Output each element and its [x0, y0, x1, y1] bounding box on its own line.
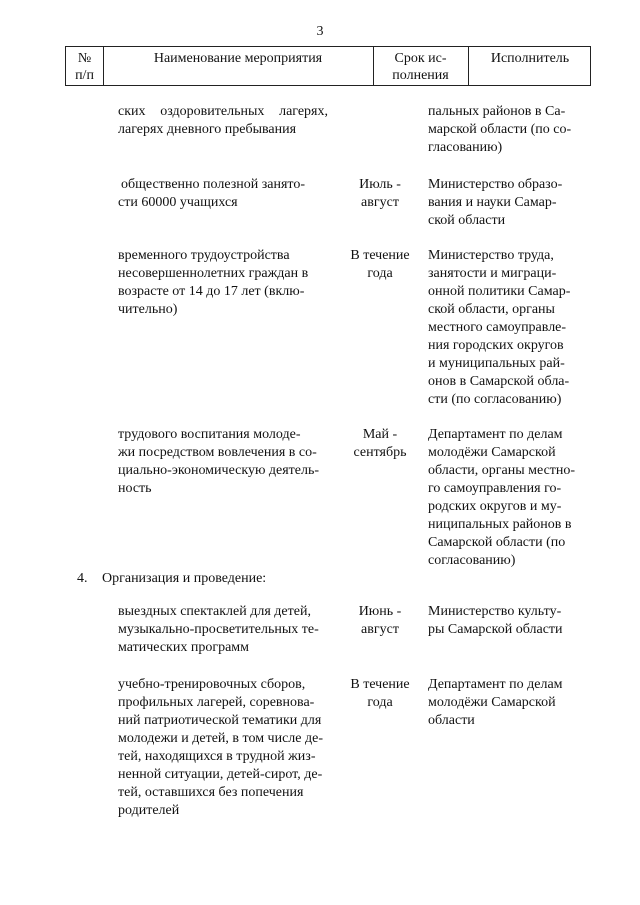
text-line: выездных спектаклей для детей, [118, 604, 311, 619]
text-line: местного самоуправле- [428, 320, 567, 335]
text-line: года [367, 266, 393, 281]
text-line: учебно-тренировочных сборов, [118, 677, 306, 692]
row-executor [428, 426, 586, 570]
text-line: Июль - [359, 177, 401, 192]
text-line: молодёжи Самарской [428, 445, 556, 460]
text-line: Министерство образо- [428, 177, 563, 192]
text-line: молодежи и детей, в том числе де- [118, 731, 323, 746]
text-line: области [428, 713, 475, 728]
row-term [338, 426, 422, 462]
row-term [338, 603, 422, 639]
text-line: онов в Самарской обла- [428, 374, 570, 389]
row-name [118, 103, 328, 139]
text-line: Самарской области (по [428, 535, 566, 550]
text-line: тей, находящихся в трудной жиз- [118, 749, 316, 764]
table-header [65, 46, 591, 86]
text-line: матических программ [118, 640, 250, 655]
text-line: родских округов и му- [428, 499, 562, 514]
header-term-line: полнения [392, 68, 449, 83]
text-line: возрасте от 14 до 17 лет (вклю- [118, 284, 305, 299]
header-term-line: Срок ис- [394, 51, 447, 66]
text-line: области, органы местно- [428, 463, 576, 478]
text-line: август [361, 195, 399, 210]
text-line: временного трудоустройства [118, 248, 290, 263]
header-term-cell [373, 47, 468, 85]
text-line: ры Самарской области [428, 622, 563, 637]
header-number-cell [66, 47, 103, 85]
text-line: года [367, 695, 393, 710]
text-line: ния городских округов [428, 338, 564, 353]
text-line: циально-экономическую деятель- [118, 463, 320, 478]
row-name [118, 247, 328, 319]
text-line: занятости и миграци- [428, 266, 557, 281]
header-name-text: Наименование мероприятия [153, 51, 323, 66]
row-name [118, 676, 328, 820]
row-term [338, 247, 422, 283]
text-line: ниципальных районов в [428, 517, 572, 532]
row-term [338, 176, 422, 212]
text-line: сти 60000 учащихся [118, 195, 238, 210]
text-line: пальных районов в Са- [428, 104, 566, 119]
section-title: Организация и проведение: [102, 571, 267, 586]
text-line: родителей [118, 803, 180, 818]
header-number-line: № [77, 51, 92, 66]
page-number: 3 [316, 24, 324, 39]
header-name-cell [103, 47, 373, 85]
text-line: согласованию) [428, 553, 516, 568]
row-name [118, 426, 328, 498]
text-line: лагерях дневного пребывания [118, 122, 297, 137]
text-line: марской области (по со- [428, 122, 572, 137]
row-name [118, 176, 328, 212]
text-line: гласованию) [428, 140, 503, 155]
text-line: Департамент по делам [428, 677, 563, 692]
text-line: чительно) [118, 302, 178, 317]
section-number: 4. [77, 571, 88, 586]
text-line: Июнь - [358, 604, 402, 619]
row-name [118, 603, 328, 657]
text-line: ской области, органы [428, 302, 555, 317]
text-line: тей, оставшихся без попечения [118, 785, 304, 800]
text-line: В течение [350, 248, 410, 263]
text-line: ской области [428, 213, 506, 228]
text-line: ний патриотической тематики для [118, 713, 322, 728]
text-line: музыкально-просветительных те- [118, 622, 319, 637]
text-line: профильных лагерей, соревнова- [118, 695, 315, 710]
header-executor-cell [468, 47, 592, 85]
text-line: вания и науки Самар- [428, 195, 557, 210]
text-line: трудового воспитания молоде- [118, 427, 301, 442]
text-line: ненной ситуации, детей-сирот, де- [118, 767, 323, 782]
text-line: Департамент по делам [428, 427, 563, 442]
text-line: жи посредством вовлечения в со- [118, 445, 317, 460]
row-executor [428, 247, 586, 409]
row-term [338, 676, 422, 712]
header-executor-text: Исполнитель [490, 51, 570, 66]
text-line: и муниципальных рай- [428, 356, 565, 371]
text-line: Министерство культу- [428, 604, 562, 619]
text-line: общественно полезной занято- [121, 177, 305, 192]
row-executor [428, 603, 586, 639]
row-executor [428, 676, 586, 730]
row-executor [428, 103, 586, 157]
text-line: Май - [362, 427, 398, 442]
header-number-line: п/п [75, 68, 94, 83]
text-line: В течение [350, 677, 410, 692]
text-line: молодёжи Самарской [428, 695, 556, 710]
row-executor [428, 176, 586, 230]
text-line: онной политики Самар- [428, 284, 571, 299]
text-line: го самоуправления го- [428, 481, 562, 496]
text-line: ность [118, 481, 152, 496]
text-line: сти (по согласованию) [428, 392, 562, 407]
text-line: сентябрь [353, 445, 407, 460]
text-line: несовершеннолетних граждан в [118, 266, 309, 281]
text-line: Министерство труда, [428, 248, 554, 263]
text-line: ских оздоровительных лагерях, [118, 104, 328, 119]
text-line: август [361, 622, 399, 637]
